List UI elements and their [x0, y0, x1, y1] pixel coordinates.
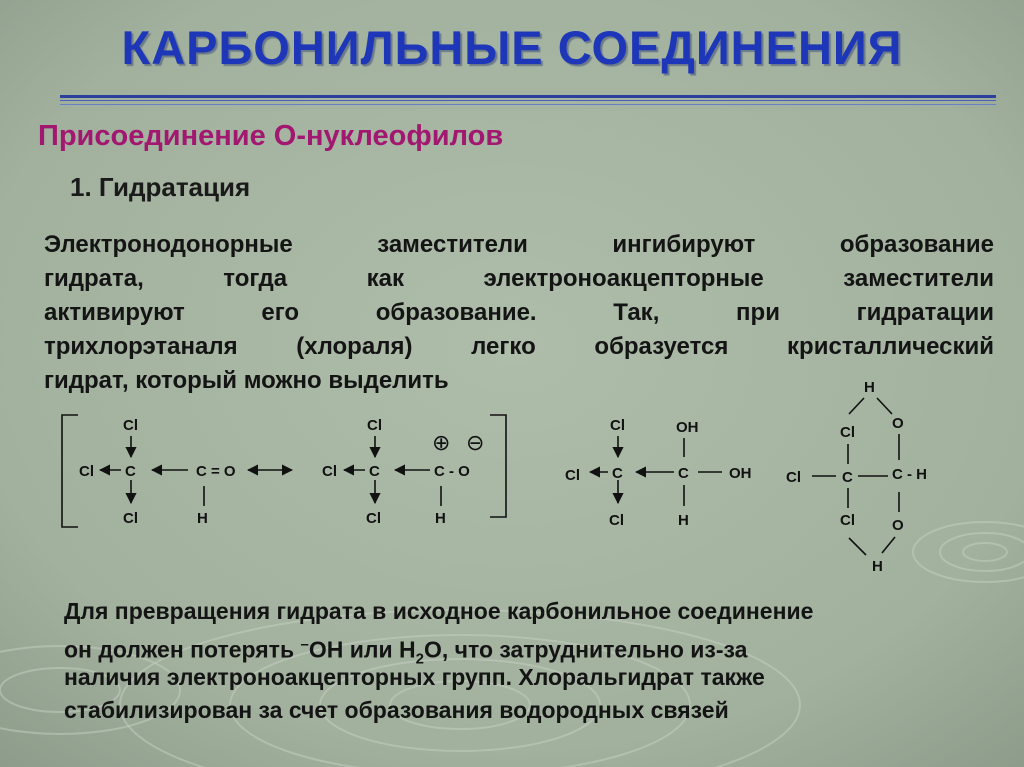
- conclusion-line: [64, 628, 994, 668]
- positive-charge: ⊕: [432, 430, 451, 455]
- minus-sign: –: [300, 636, 309, 653]
- atom-label: Cl: [367, 417, 382, 434]
- conclusion-text: О, что затруднительно из-за: [423, 636, 748, 663]
- atom-label: C: [125, 463, 136, 480]
- step-heading: 1. Гидратация: [70, 172, 251, 202]
- conclusion-paragraph: [64, 595, 994, 727]
- atom-label: Cl: [786, 469, 801, 486]
- paragraph-line: Электронодонорные заместители ингибируют образование: [44, 231, 994, 258]
- paragraph-line: трихлорэтаналя (хлораля) легко образуется кристаллический: [44, 333, 994, 360]
- atom-label: Cl: [609, 512, 624, 529]
- atom-label: Cl: [565, 467, 580, 484]
- atom-label: O: [892, 517, 904, 534]
- atom-label: C - O: [434, 463, 470, 480]
- right-bracket: [490, 415, 506, 517]
- title-underline-thin: [60, 100, 996, 101]
- hydrogen-bond-line: [882, 537, 895, 553]
- subscript: 2: [415, 650, 424, 668]
- section-subtitle: Присоединение О-нуклеофилов: [38, 120, 504, 152]
- hydrogen-bond-line: [849, 398, 864, 414]
- atom-label: H: [197, 510, 208, 527]
- atom-label: C: [612, 465, 623, 482]
- atom-label: Cl: [366, 510, 381, 527]
- atom-label: Cl: [123, 510, 138, 527]
- paragraph-line: активируют его образование. Так, при гидратации: [44, 299, 994, 326]
- conclusion-text: ОН или Н: [308, 636, 416, 663]
- atom-label: OH: [729, 465, 752, 482]
- atom-label: H: [864, 379, 875, 396]
- conclusion-line: Для превращения гидрата в исходное карбонильное соединение: [64, 598, 814, 624]
- atom-label: Cl: [840, 512, 855, 529]
- atom-label: H: [678, 512, 689, 529]
- atom-label: Cl: [322, 463, 337, 480]
- atom-label: Cl: [610, 417, 625, 434]
- title-underline: [60, 95, 996, 98]
- atom-label: C: [678, 465, 689, 482]
- atom-label: Cl: [123, 417, 138, 434]
- atom-label: OH: [676, 419, 699, 436]
- atom-label: C: [369, 463, 380, 480]
- reaction-scheme: [0, 370, 1024, 590]
- paragraph-line: гидрата, тогда как электроноакцепторные заместители: [44, 265, 994, 292]
- atom-label: H: [435, 510, 446, 527]
- conclusion-text: он должен потерять: [64, 636, 301, 663]
- atom-label: Cl: [840, 424, 855, 441]
- conclusion-line: наличия электроноакцепторных групп. Хлоральгидрат также: [64, 664, 765, 690]
- left-bracket: [62, 415, 78, 527]
- atom-label: O: [892, 415, 904, 432]
- conclusion-line: стабилизирован за счет образования водородных связей: [64, 697, 729, 723]
- atom-label: H: [872, 558, 883, 575]
- slide-title: КАРБОНИЛЬНЫЕ СОЕДИНЕНИЯ: [121, 21, 903, 74]
- atom-label: C - H: [892, 466, 927, 483]
- negative-charge: ⊖: [466, 430, 485, 455]
- atom-label: Cl: [79, 463, 94, 480]
- paragraph-line: гидрат, который можно выделить: [44, 367, 449, 394]
- atom-label: C = O: [196, 463, 236, 480]
- hydrogen-bond-line: [849, 538, 866, 555]
- hydrogen-bond-line: [877, 398, 892, 414]
- atom-label: C: [842, 469, 853, 486]
- title-underline-thin-2: [60, 104, 996, 105]
